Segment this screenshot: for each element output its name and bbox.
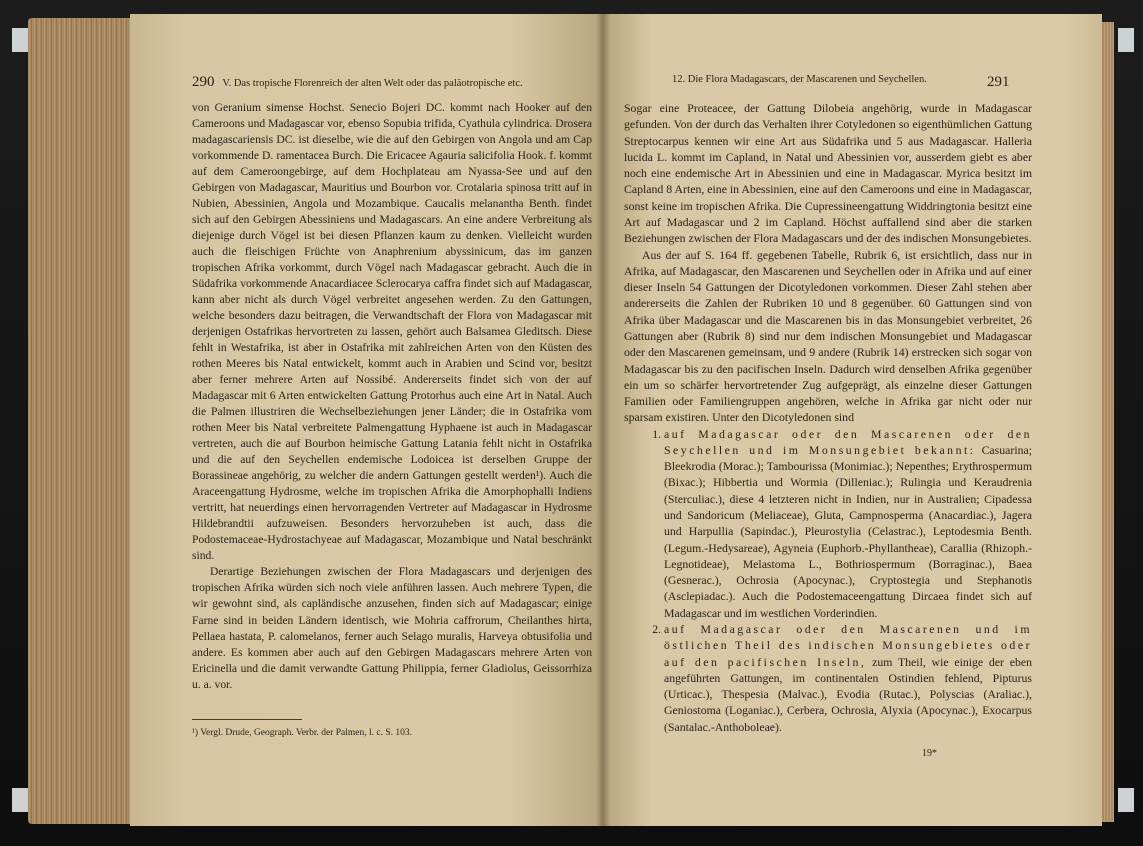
corner-marker [1118,28,1134,52]
paragraph: von Geranium simense Hochst. Senecio Bojeri DC. kommt nach Hooker auf den Cameroons und Madagascar vor, ebenso Sopubia trifida, Cyathula cylindrica. Drosera madagascariensis DC. ist dieselbe, wie die auf den Gebirgen von Angola und am Cap vorkommende D. ramentacea Burch. Die Ericacee Agauria salicifolia Hook. f. kommt auf dem Cameroongebirge, auf dem Hochplateau am Nyassa-See und auf den Gebirgen von Madagascar, Mauritius und Bourbon vor. Crotalaria spinosa tritt auf in Nubien, Abessinien, Angola und Mozambique. Caucalis melanantha Benth. findet sich auf den Gebirgen Abessiniens und Madagascars. An eine andere Verbreitung als diejenige durch Vögel ist bei diesen Pflanzen kaum zu denken. Vielleicht wurden auch die fleischigen Früchte von Anaphrenium abyssinicum, das im ganzen tropischen Afrika vorkommt, durch Vögel nach Madagascar gebracht. Auch die in Südafrika vorkommende Anacardiacee Sclerocarya caffra findet sich auf Madagascar, kann aber nicht als durch Vögel verbreitet angesehen werden. Zu den Gattungen, welche besonders dazu beitragen, die Verwandtschaft der Flora von Madagascar mit derjenigen Ostafrikas hervortreten zu lassen, gehört auch Balsamea Gleditsch. Diese fehlt in Westafrika, ist aber in Ostafrika mit zahlreichen Arten von den Küsten des rothen Meeres bis Natal entwickelt, kommt auch in Arabien und Scind vor, besitzt aber ferner mehrere Arten auf Nossibé. Andererseits findet sich von der auf Madagascar mit 6 Arten entwickelten Gattung Protorhus auch eine Art in Natal. Auch die Palmen illustriren die Wechselbeziehungen jener Länder; die in Ostafrika vom rothen Meer bis Natal verbreitete Palmengattung Hyphaene ist auch in Madagascar vertreten, auch die auf Bourbon heimische Gattung Latania fehlt nicht in Ostafrika und die auf den Seychellen endemische Lodoicea ist derselben Gruppe der Borassineae angehörig, zu welcher die andern Gattungen gestellt werden¹). Auch die Araceengattung Hydrosme, welche im tropischen Afrika die Amorphophalli Indiens vertritt, hat neuerdings einen hervorragenden Vertreter auf Madagascar in Hydrosme Hildebrandtii aufzuweisen. Besonders hervorzuheben ist auch, dass die Podostemaceae-Hydrostachyeae auf Madagascar, Mozambique und Natal beschränkt sind. [192,101,592,563]
corner-marker [12,28,28,52]
corner-marker [1118,788,1134,812]
list-item [664,621,1032,735]
list-item-heading: auf Madagascar oder den Mascarenen oder den Seychellen und im Monsungebiet bekannt: [664,426,1032,457]
book-gutter [596,14,610,826]
footnote: ¹) Vergl. Drude, Geograph. Verbr. der Palmen, l. c. S. 103. [192,728,412,738]
list-item-text: zum Theil, wie einige der eben angeführten Gattungen, im continentalen Ostindien fehlend, Pipturus (Urticac.), Thespesia (Malvac.), Evodia (Rutac.), Polyscias (Araliac.), Geniostoma (Loganiac.), Cerbera, Ochrosia, Alyxia (Apocynac.), Exocarpus (Santalac.-Anthoboleae). [664,654,1032,734]
paragraph: Aus der auf S. 164 ff. gegebenen Tabelle, Rubrik 6, ist ersichtlich, dass nur in Afrika, auf Madagascar, den Mascarenen und Seychellen oder in Afrika und auf einer dieser Inseln 54 Gattungen der Dicotyledonen vorkommen. Dieser Zahl stehen aber andererseits die Zahlen der Rubriken 10 und 8 gegenüber. 60 Gattungen sind von Afrika über Madagascar und die Mascarenen bis in das Monsungebiet verbreitet, 26 Gattungen aber (Rubrik 8) sind nur dem indischen Monsungebiet und Madagascar oder den Mascarenen gemeinsam, und 9 andere (Rubrik 14) erstrecken sich sogar von Madagascar bis zu den pacifischen Inseln. Dadurch wird denselben Afrika gegenüber ein um so schärfer hervortretender Zug aufgeprägt, als einzelne dieser Gattungen Familien oder Familiengruppen angehören, welche in Afrika gar nicht oder nur sparsam existiren. Unter den Dicotyledonen sind [624,247,1032,425]
left-running-header [192,74,523,91]
genera-list [624,426,1032,735]
right-page-number: 291 [987,74,1010,90]
paragraph: Sogar eine Proteacee, der Gattung Dilobeia angehörig, wurde in Madagascar gefunden. Von der durch das Verhalten ihrer Cotyledonen so eigenthümlichen Gattung Streptocarpus kennen wir eine Art aus Südafrika und 5 aus Madagascar. Halleria lucida L. kommt im Capland, in Natal und Abessinien vor, ausserdem giebt es aber noch eine endemische Art in Abessinien und eine in Madagascar. Myrica besitzt im Capland 8 Arten, eine in Abessinien, eine auf den Cameroons und eine in Madagascar, sonst keine im tropischen Afrika. Die Cupressineengattung Widdringtonia besitzt eine Art auf Madagascar und 2 im Capland. Höchst auffallend sind aber die starken Beziehungen zwischen der Flora Madagascars und der des indischen Monsungebietes. [624,101,1032,246]
right-body-text [624,100,1032,735]
book-edge-right [1100,22,1114,822]
right-running-header [672,74,927,85]
left-body-text [192,100,592,693]
left-page [130,14,602,826]
list-item-text: Casuarina; Bleekrodia (Morac.); Tambourissa (Monimiac.); Nepenthes; Erythrospermum (Bixac.); Hibbertia und Wormia (Dilleniac.); Rulingia und Keraudrenia (Sterculiac.), diese 4 letzteren nicht in Indien, nur in Australien; Cipadessa und Sandoricum (Meliaceae), Gluta, Campnosperma (Anacardiac.), Jagera und Harpullia (Sapindac.), Pleurostylia (Celastrac.), Leptodesmia Benth. (Legum.-Hedysareae), Agyneia (Euphorb.-Phyllantheae), Carallia (Rhizoph.-Legnotideae), Melastoma L., Bothriospermum (Borraginac.), Baea (Gesnerac.), Ochrosia (Apocynac.), Cryptostegia und Stephanotis (Asclepiadac.). Auch die Podostemaceengattung Dircaea findet sich auf Madagascar und im westlichen Vorderindien. [664,442,1033,620]
right-page-number-wrap [987,74,1010,91]
signature-mark: 19* [922,748,937,759]
book-edge-left [28,18,138,824]
right-header-title: 12. Die Flora Madagascars, der Mascarenen und Seychellen. [672,74,927,85]
list-item-heading: auf Madagascar oder den Mascarenen und im östlichen Theil des indischen Monsungebietes oder auf den pacifischen Inseln, [664,622,1032,669]
left-header-title: V. Das tropische Florenreich der alten Welt oder das paläotropische etc. [222,78,523,89]
right-page [602,14,1102,826]
list-item [664,426,1032,621]
paragraph: Derartige Beziehungen zwischen der Flora Madagascars und derjenigen des tropischen Afrika würden sich noch viele anführen lassen. Auch mehrere Typen, die wir gewohnt sind, als capländische anzusehen, finden sich auf Madagascar; einige Farne sind in beiden Ländern identisch, wie Mohria caffrorum, Cheilanthes hirta, Pellaea hastata, P. calomelanos, ferner auch Selago muralis, Harveya obtusifolia und andere. Es kommen aber auch auf den Gebirgen Madagascars mehrere Arten von Ericinella und die damit verwandte Gattung Philippia, ferner Gladiolus, Geissorrhiza u. a. vor. [192,565,592,691]
footnote-rule [192,719,302,720]
left-page-number: 290 [192,74,215,90]
corner-marker [12,788,28,812]
